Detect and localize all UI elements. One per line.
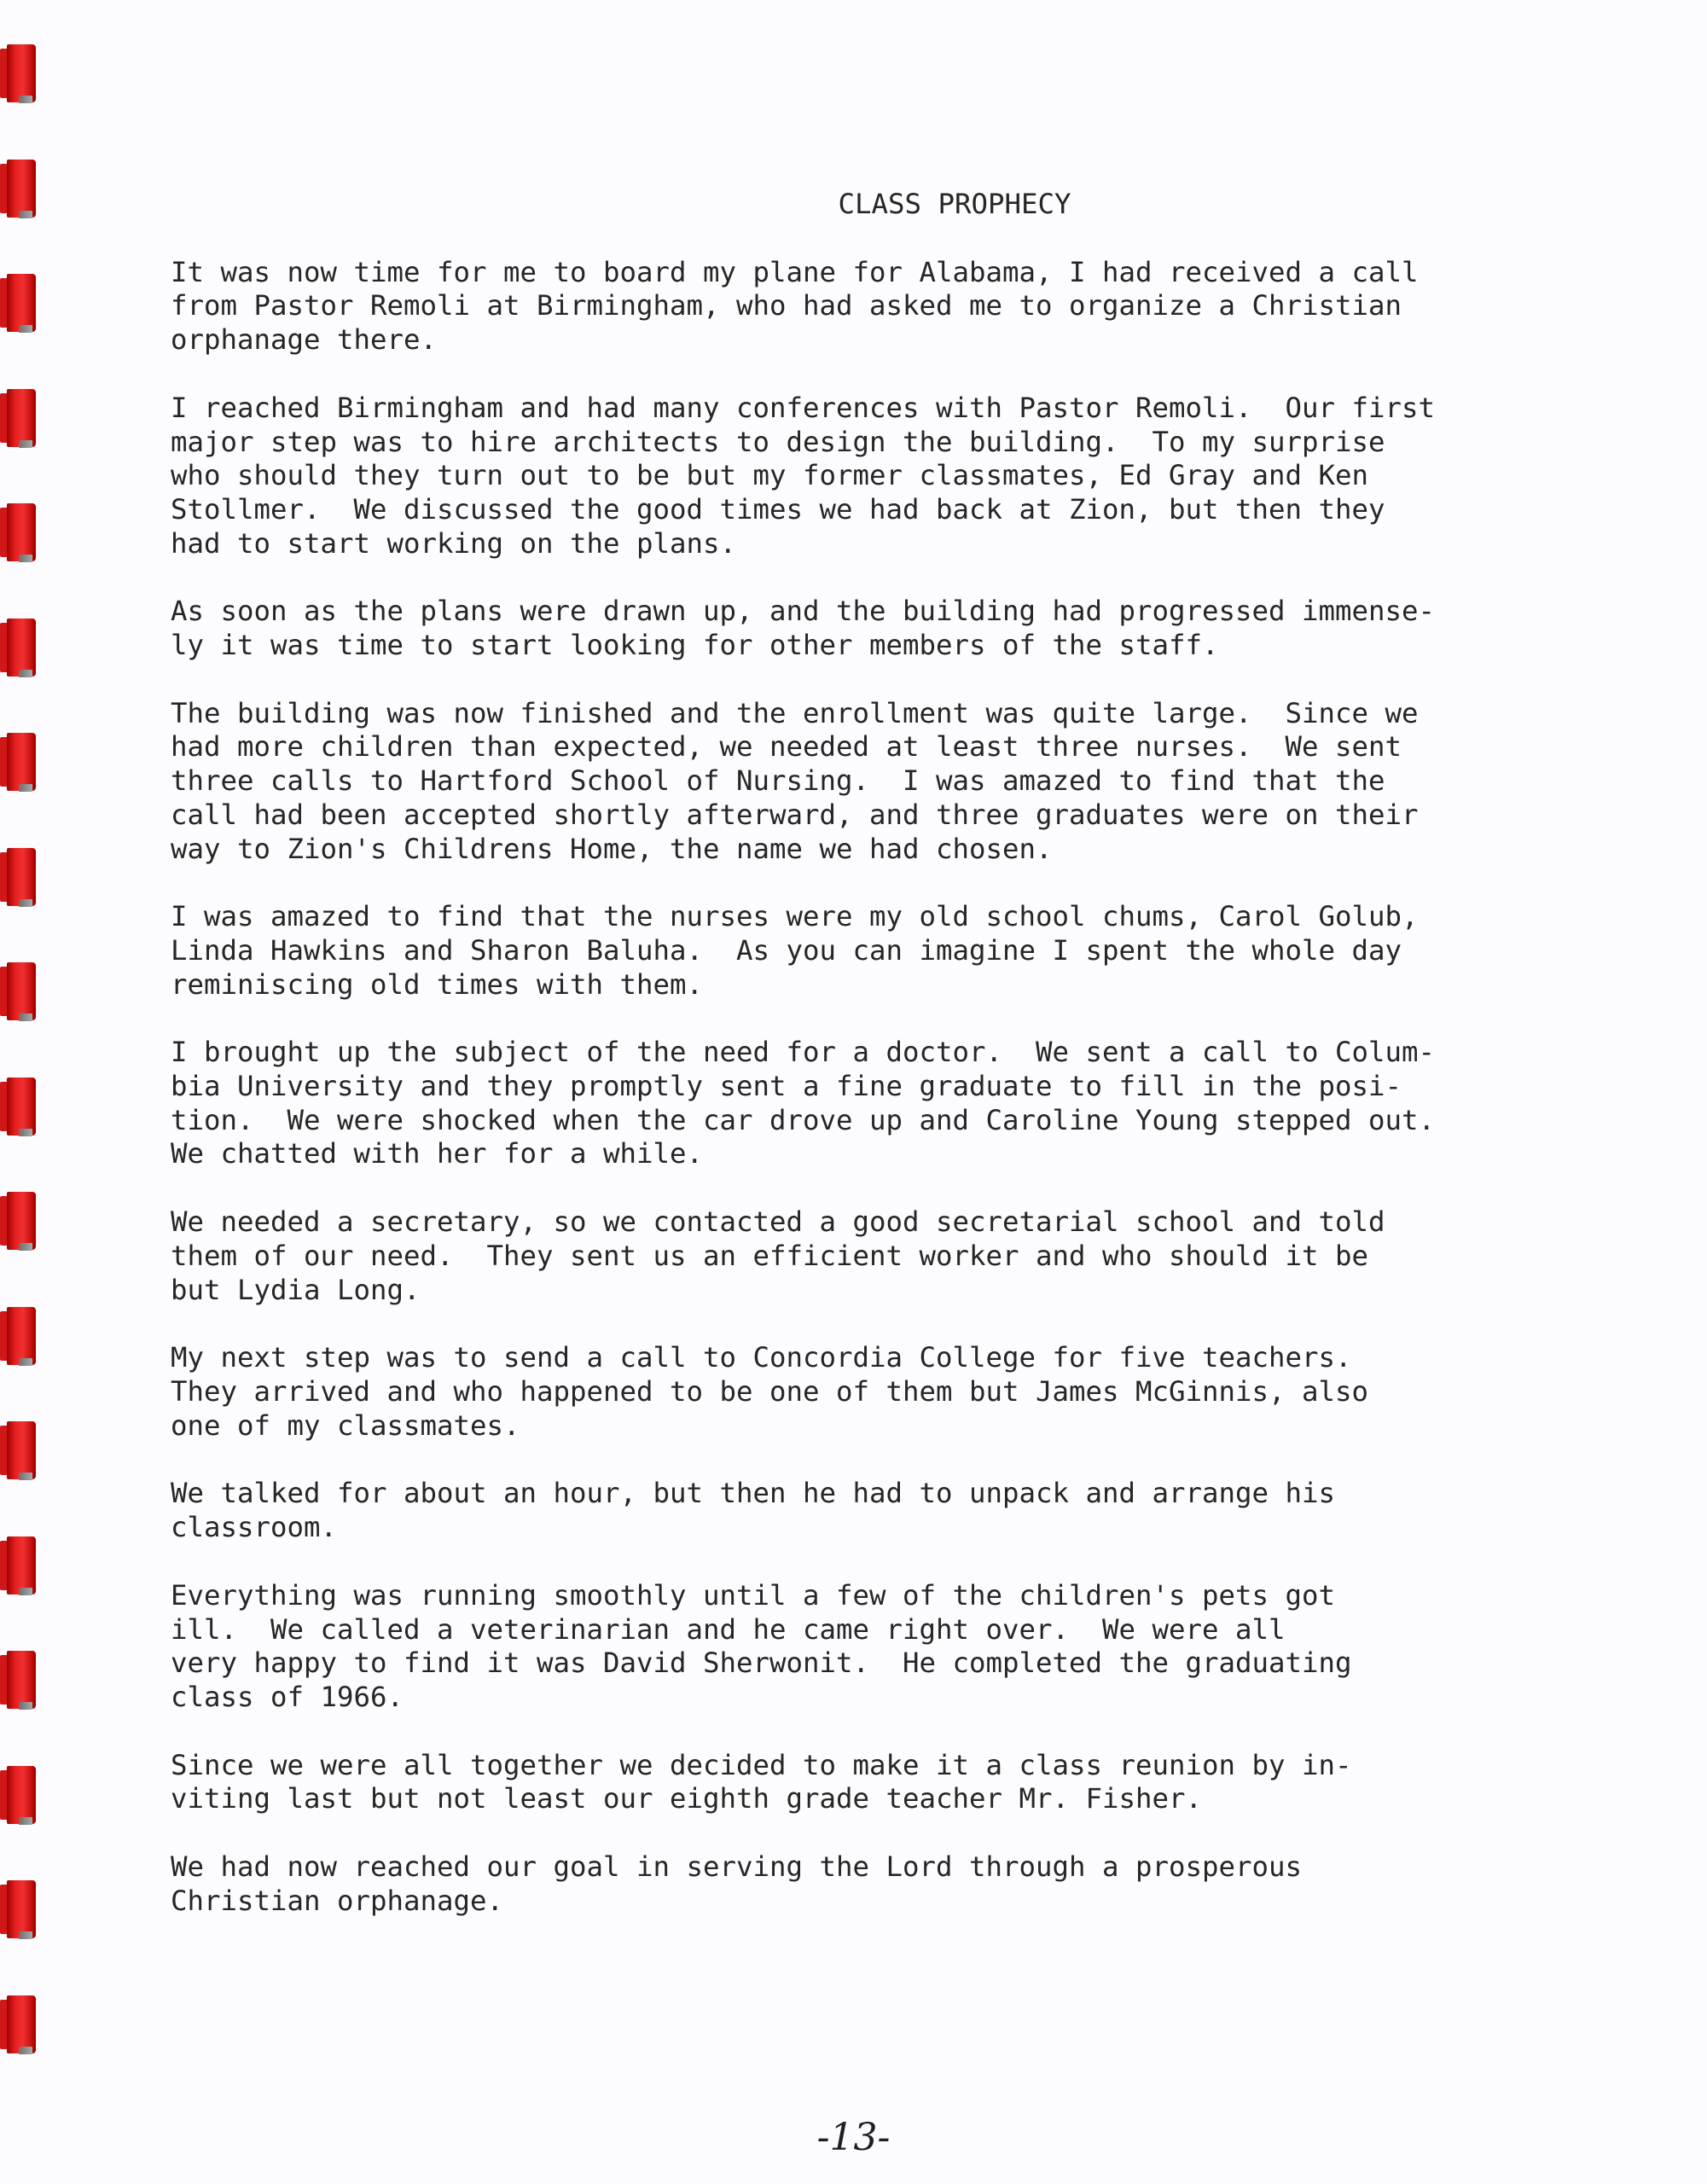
text-line: I was amazed to find that the nurses were my old school chums, Carol Golub, (171, 900, 1419, 933)
binding-ring (0, 160, 41, 218)
text-line: I reached Birmingham and had many conferences with Pastor Remoli. Our first (171, 391, 1436, 424)
document-body (171, 256, 1587, 1919)
text-line: I brought up the subject of the need for a doctor. We sent a call to Colum- (171, 1036, 1436, 1069)
paragraph (171, 595, 1587, 662)
binding-ring (0, 1995, 41, 2053)
text-line: who should they turn out to be but my former classmates, Ed Gray and Ken (171, 459, 1369, 492)
binding-ring (0, 1077, 41, 1136)
text-line: Stollmer. We discussed the good times we had back at Zion, but then they (171, 492, 1385, 526)
binding-ring (0, 1421, 41, 1479)
text-line: but Lydia Long. (171, 1273, 421, 1306)
binding-ring (0, 619, 41, 677)
text-line: had to start working on the plans. (171, 526, 737, 560)
binding-ring (0, 848, 41, 906)
page-number: -13- (816, 2116, 891, 2159)
binding-ring (0, 44, 41, 102)
text-line: We needed a secretary, so we contacted a good secretarial school and told (171, 1205, 1385, 1239)
paragraph (171, 1205, 1587, 1307)
text-line: We chatted with her for a while. (171, 1137, 704, 1170)
paragraph (171, 1477, 1587, 1544)
text-line: The building was now finished and the enrollment was quite large. Since we (171, 696, 1419, 729)
text-line: tion. We were shocked when the car drove up and Caroline Young stepped out. (171, 1103, 1436, 1136)
text-line: Since we were all together we decided to make it a class reunion by in- (171, 1748, 1352, 1781)
paragraph (171, 1341, 1587, 1443)
text-line: It was now time for me to board my plane for Alabama, I had received a call (171, 255, 1419, 288)
text-line: Everything was running smoothly until a few of the children's pets got (171, 1578, 1336, 1612)
text-line: Linda Hawkins and Sharon Baluha. As you can imagine I spent the whole day (171, 933, 1402, 967)
text-line: one of my classmates. (171, 1409, 520, 1442)
text-line: orphanage there. (171, 323, 438, 357)
binding-ring (0, 1766, 41, 1824)
binding-ring (0, 1192, 41, 1250)
binding-ring (0, 962, 41, 1020)
binding-ring (0, 1536, 41, 1594)
binding-ring (0, 733, 41, 791)
document-title: CLASS PROPHECY (838, 188, 1071, 220)
document-page (171, 188, 1587, 1952)
paragraph (171, 1036, 1587, 1171)
binding-ring (0, 274, 41, 332)
text-line: bia University and they promptly sent a fine graduate to fill in the posi- (171, 1070, 1402, 1103)
text-line: We had now reached our goal in serving the Lord through a prosperous (171, 1850, 1303, 1884)
text-line: reminiscing old times with them. (171, 967, 704, 1001)
text-line: very happy to find it was David Sherwonit. He completed the graduating (171, 1647, 1352, 1680)
text-line: We talked for about an hour, but then he had to unpack and arrange his (171, 1477, 1336, 1510)
text-line: They arrived and who happened to be one of them but James McGinnis, also (171, 1374, 1369, 1408)
paragraph (171, 697, 1587, 867)
paragraph (171, 1579, 1587, 1715)
text-line: viting last but not least our eighth grade teacher Mr. Fisher. (171, 1782, 1203, 1815)
text-line: ill. We called a veterinarian and he came right over. We were all (171, 1612, 1286, 1646)
text-line: My next step was to send a call to Concordia College for five teachers. (171, 1341, 1352, 1374)
text-line: class of 1966. (171, 1680, 404, 1713)
paragraph (171, 1749, 1587, 1816)
text-line: ly it was time to start looking for other members of the staff. (171, 629, 1219, 662)
text-line: from Pastor Remoli at Birmingham, who had asked me to organize a Christian (171, 289, 1402, 322)
text-line: major step was to hire architects to design the building. To my surprise (171, 425, 1385, 458)
binding-ring (0, 1651, 41, 1709)
spiral-binding (0, 0, 51, 2184)
binding-ring (0, 503, 41, 561)
paragraph (171, 1850, 1587, 1918)
text-line: way to Zion's Childrens Home, the name we had chosen. (171, 832, 1053, 865)
text-line: had more children than expected, we needed at least three nurses. We sent (171, 730, 1402, 764)
paragraph (171, 900, 1587, 1002)
paragraph (171, 256, 1587, 357)
text-line: classroom. (171, 1511, 338, 1544)
paragraph (171, 392, 1587, 561)
binding-ring (0, 1307, 41, 1365)
text-line: call had been accepted shortly afterward, and three graduates were on their (171, 798, 1419, 831)
text-line: As soon as the plans were drawn up, and the building had progressed immense- (171, 595, 1436, 628)
binding-ring (0, 1880, 41, 1938)
binding-ring (0, 389, 41, 447)
text-line: them of our need. They sent us an efficient worker and who should it be (171, 1239, 1369, 1272)
text-line: Christian orphanage. (171, 1884, 504, 1917)
text-line: three calls to Hartford School of Nursing. I was amazed to find that the (171, 764, 1385, 798)
